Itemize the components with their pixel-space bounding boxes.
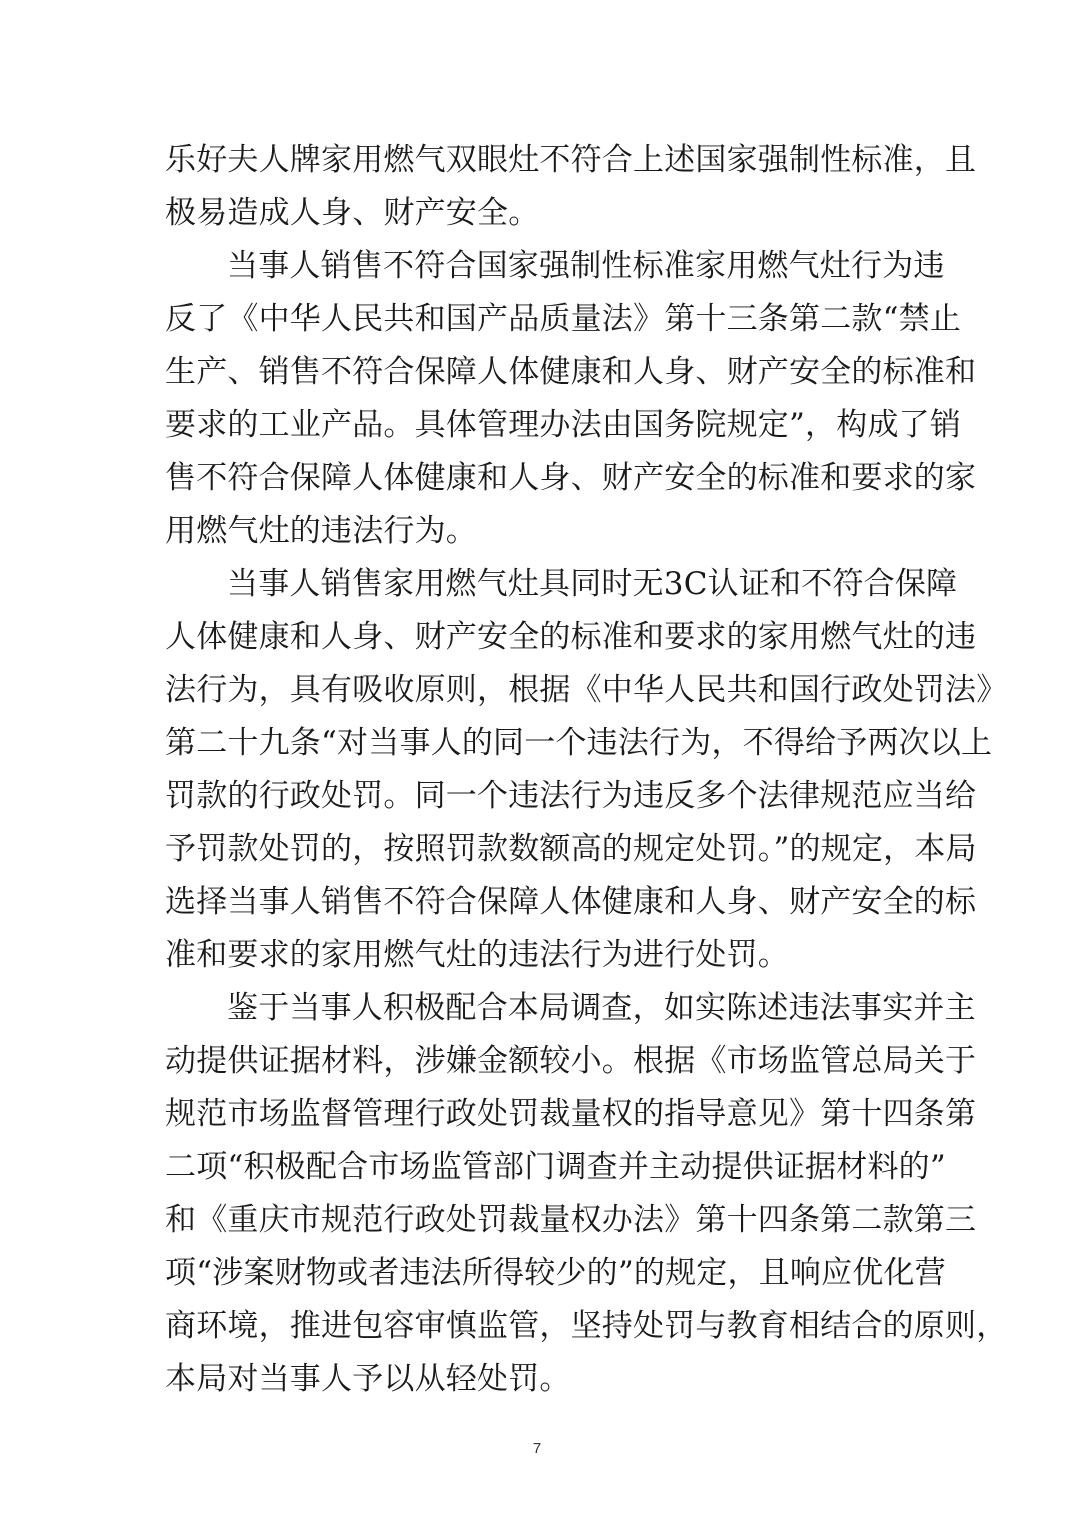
text-line: 规范市场监督管理行政处罚裁量权的指导意见》第十四条第 bbox=[165, 1096, 977, 1132]
paragraph-start-line: 当事人销售不符合国家强制性标准家用燃气灶行为违 bbox=[227, 248, 945, 284]
text-line: 生产、销售不符合保障人体健康和人身、财产安全的标准和 bbox=[165, 354, 977, 390]
text-line: 罚款的行政处罚。同一个违法行为违反多个法律规范应当给 bbox=[165, 778, 977, 814]
text-line: 动提供证据材料，涉嫌金额较小。根据《市场监管总局关于 bbox=[165, 1043, 977, 1079]
text-line: 二项“积极配合市场监管部门调查并主动提供证据材料的” bbox=[165, 1149, 946, 1185]
text-line: 要求的工业产品。具体管理办法由国务院规定”，构成了销 bbox=[165, 407, 962, 443]
text-line: 法行为，具有吸收原则，根据《中华人民共和国行政处罚法》 bbox=[165, 672, 1008, 708]
page-number: 7 bbox=[532, 1440, 542, 1457]
text-line: 人体健康和人身、财产安全的标准和要求的家用燃气灶的违 bbox=[165, 619, 977, 655]
text-line: 反了《中华人民共和国产品质量法》第十三条第二款“禁止 bbox=[165, 301, 962, 337]
text-line: 售不符合保障人体健康和人身、财产安全的标准和要求的家 bbox=[165, 460, 977, 496]
text-line: 极易造成人身、财产安全。 bbox=[165, 195, 540, 231]
paragraph-start-line: 当事人销售家用燃气灶具同时无3C认证和不符合保障 bbox=[227, 566, 958, 602]
text-line: 和《重庆市规范行政处罚裁量权办法》第十四条第二款第三 bbox=[165, 1202, 977, 1238]
text-line: 用燃气灶的违法行为。 bbox=[165, 513, 477, 549]
text-line: 准和要求的家用燃气灶的违法行为进行处罚。 bbox=[165, 937, 789, 973]
text-line: 乐好夫人牌家用燃气双眼灶不符合上述国家强制性标准，且 bbox=[165, 142, 977, 178]
text-line: 项“涉案财物或者违法所得较少的”的规定，且响应优化营 bbox=[165, 1255, 946, 1291]
paragraph-start-line: 鉴于当事人积极配合本局调查，如实陈述违法事实并主 bbox=[227, 990, 976, 1026]
text-line: 第二十九条“对当事人的同一个违法行为，不得给予两次以上 bbox=[165, 725, 993, 761]
text-line: 选择当事人销售不符合保障人体健康和人身、财产安全的标 bbox=[165, 884, 977, 920]
text-line: 予罚款处罚的，按照罚款数额高的规定处罚。”的规定，本局 bbox=[165, 831, 977, 867]
text-line: 本局对当事人予以从轻处罚。 bbox=[165, 1361, 571, 1397]
text-line: 商环境，推进包容审慎监管，坚持处罚与教育相结合的原则， bbox=[165, 1308, 1008, 1344]
